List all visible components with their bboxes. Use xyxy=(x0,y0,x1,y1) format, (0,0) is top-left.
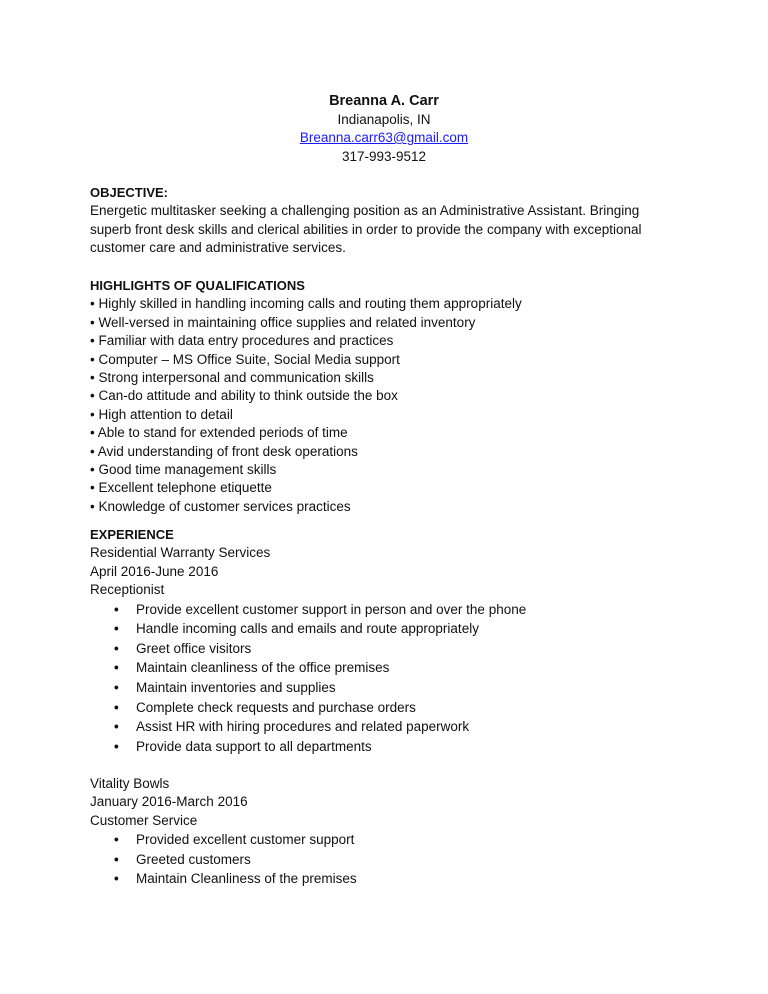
objective-heading: OBJECTIVE: xyxy=(90,185,169,200)
highlight-item: • Able to stand for extended periods of time xyxy=(90,425,348,441)
job-duty: • Greeted customers xyxy=(90,850,690,870)
job-duty: • Handle incoming calls and emails and route appropriately xyxy=(90,619,690,639)
job-duty: • Provide excellent customer support in person and over the phone xyxy=(90,600,690,620)
candidate-location: Indianapolis, IN xyxy=(337,111,431,127)
highlight-item: • Excellent telephone etiquette xyxy=(90,480,272,496)
highlights-section xyxy=(90,277,690,516)
bullet-icon: • xyxy=(114,660,119,676)
job-duty: • Maintain inventories and supplies xyxy=(90,678,690,698)
job-dates: April 2016-June 2016 xyxy=(90,563,219,579)
objective-section xyxy=(90,184,690,258)
highlight-item: • Good time management skills xyxy=(90,462,277,478)
bullet-icon: • xyxy=(114,719,119,735)
candidate-name: Breanna A. Carr xyxy=(329,93,439,109)
job-duty: • Provided excellent customer support xyxy=(90,830,690,850)
highlight-item: • Computer – MS Office Suite, Social Media support xyxy=(90,351,400,367)
highlight-item: • Avid understanding of front desk operations xyxy=(90,443,358,459)
job-title: Receptionist xyxy=(90,582,165,598)
objective-line: superb front desk skills and clerical abilities in order to provide the company with exceptional xyxy=(90,221,642,237)
highlight-item: • Can-do attitude and ability to think outside the box xyxy=(90,388,398,404)
job-duties-list xyxy=(90,600,690,757)
bullet-icon: • xyxy=(114,640,119,656)
highlights-heading: HIGHLIGHTS OF QUALIFICATIONS xyxy=(90,278,305,293)
highlight-item: • Highly skilled in handling incoming calls and routing them appropriately xyxy=(90,296,522,312)
experience-section xyxy=(90,526,690,756)
experience-section-continued xyxy=(90,775,690,889)
bullet-icon: • xyxy=(114,699,119,715)
resume-header xyxy=(0,92,768,166)
bullet-icon: • xyxy=(114,738,119,754)
experience-heading: EXPERIENCE xyxy=(90,527,174,542)
job-dates: January 2016-March 2016 xyxy=(90,794,248,810)
highlight-item: • Familiar with data entry procedures and practices xyxy=(90,333,394,349)
highlight-item: • Well-versed in maintaining office supplies and related inventory xyxy=(90,314,476,330)
job-company: Residential Warranty Services xyxy=(90,545,271,561)
job-duty: • Assist HR with hiring procedures and related paperwork xyxy=(90,717,690,737)
job-duty: • Complete check requests and purchase orders xyxy=(90,698,690,718)
job-duties-list xyxy=(90,830,690,889)
highlight-item: • Strong interpersonal and communication skills xyxy=(90,370,374,386)
job-entry xyxy=(90,775,690,889)
bullet-icon: • xyxy=(114,871,119,887)
bullet-icon: • xyxy=(114,680,119,695)
objective-line: customer care and administrative services. xyxy=(90,240,346,256)
job-duty: • Greet office visitors xyxy=(90,639,690,659)
highlight-item: • High attention to detail xyxy=(90,406,233,422)
candidate-phone: 317-993-9512 xyxy=(341,148,427,164)
bullet-icon: • xyxy=(114,832,119,848)
bullet-icon: • xyxy=(114,621,119,637)
job-duty: • Provide data support to all departments xyxy=(90,737,690,757)
highlight-item: • Knowledge of customer services practices xyxy=(90,498,351,514)
job-title: Customer Service xyxy=(90,812,198,828)
job-duty: • Maintain Cleanliness of the premises xyxy=(90,869,690,889)
objective-line: Energetic multitasker seeking a challenging position as an Administrative Assistant. Bringing xyxy=(90,203,640,219)
job-entry xyxy=(90,544,690,756)
job-company: Vitality Bowls xyxy=(90,776,170,791)
email-link[interactable]: Breanna.carr63@gmail.com xyxy=(299,130,469,145)
job-duty: • Maintain cleanliness of the office premises xyxy=(90,658,690,678)
bullet-icon: • xyxy=(114,601,119,617)
bullet-icon: • xyxy=(114,851,119,867)
